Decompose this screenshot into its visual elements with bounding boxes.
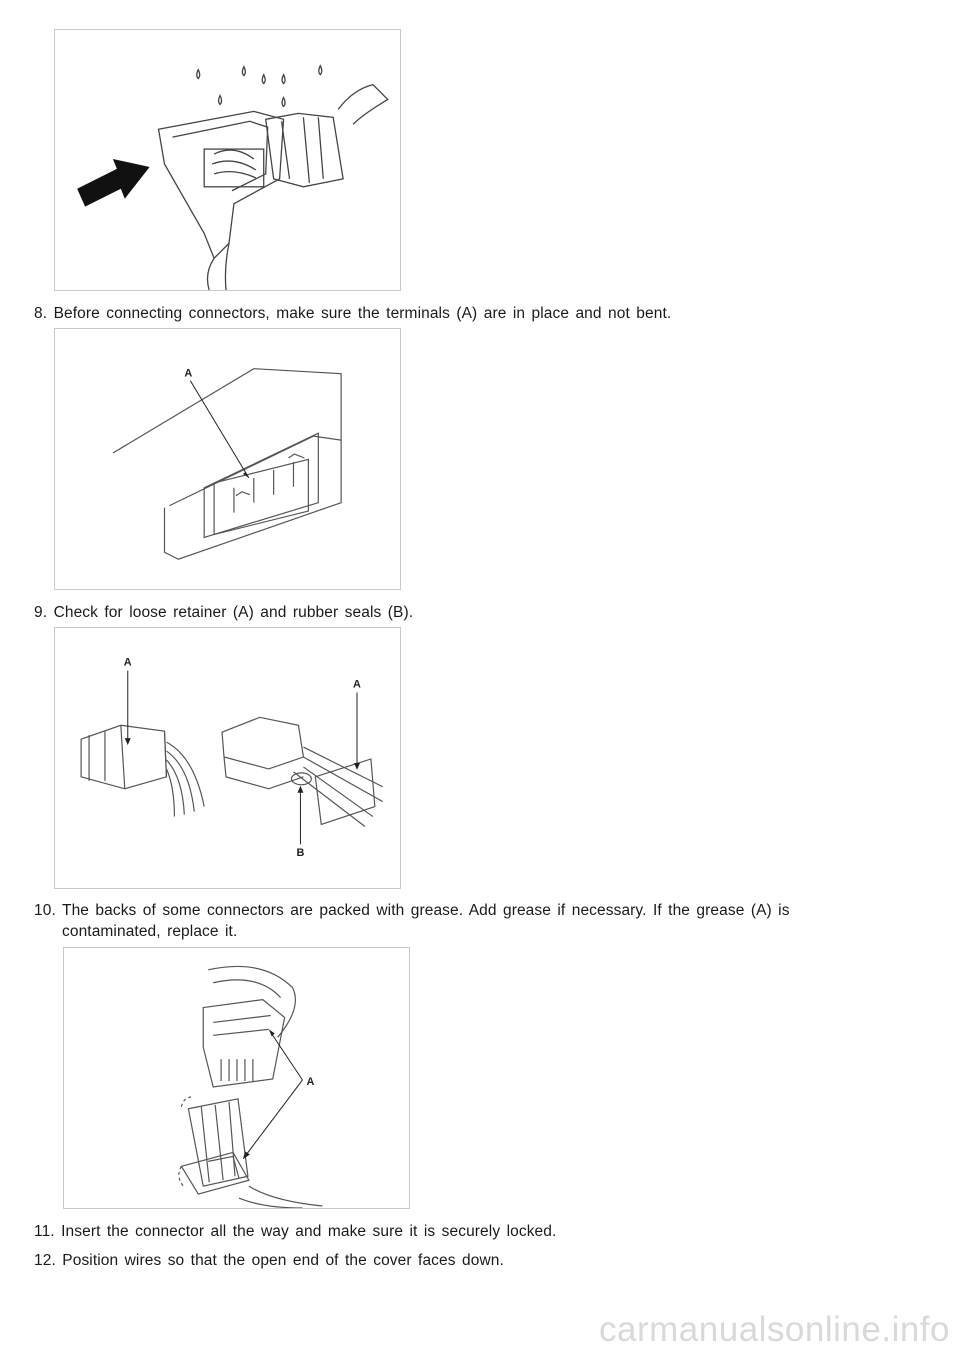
step-number: 8.	[34, 305, 48, 322]
terminals-illustration	[55, 329, 400, 589]
figure-grease	[63, 947, 410, 1209]
step-12	[34, 1250, 504, 1271]
grease-illustration	[64, 948, 409, 1208]
step-text: Before connecting connectors, make sure the terminals (A) are in place and not bent.	[53, 305, 672, 322]
step-9	[34, 602, 413, 623]
step-10	[34, 900, 790, 921]
step-text: The backs of some connectors are packed with grease. Add grease if necessary. If the grease (A) is	[62, 902, 790, 919]
retainer-seals-illustration	[55, 628, 400, 888]
figure-terminals	[54, 328, 401, 590]
step-number: 12.	[34, 1252, 56, 1269]
step-11	[34, 1221, 556, 1242]
water-connector-illustration	[55, 30, 400, 290]
figure-water-connector	[54, 29, 401, 291]
step-number: 9.	[34, 604, 48, 621]
step-10-continued	[62, 921, 237, 942]
label-a: A	[306, 1075, 315, 1088]
step-text: Check for loose retainer (A) and rubber seals (B).	[53, 604, 414, 621]
figure-retainer-seals	[54, 627, 401, 889]
step-text: Insert the connector all the way and make sure it is securely locked.	[61, 1223, 557, 1240]
step-text: Position wires so that the open end of the cover faces down.	[62, 1252, 504, 1269]
step-number: 11.	[34, 1223, 55, 1240]
watermark: carmanualsonline.info	[599, 1310, 950, 1349]
label-a-left: A	[123, 656, 132, 669]
step-number: 10.	[34, 902, 56, 919]
label-a: A	[184, 367, 193, 380]
step-8	[34, 303, 671, 324]
label-b: B	[296, 847, 305, 860]
step-text-continued: contaminated, replace it.	[62, 923, 238, 940]
label-a-right: A	[353, 678, 361, 691]
